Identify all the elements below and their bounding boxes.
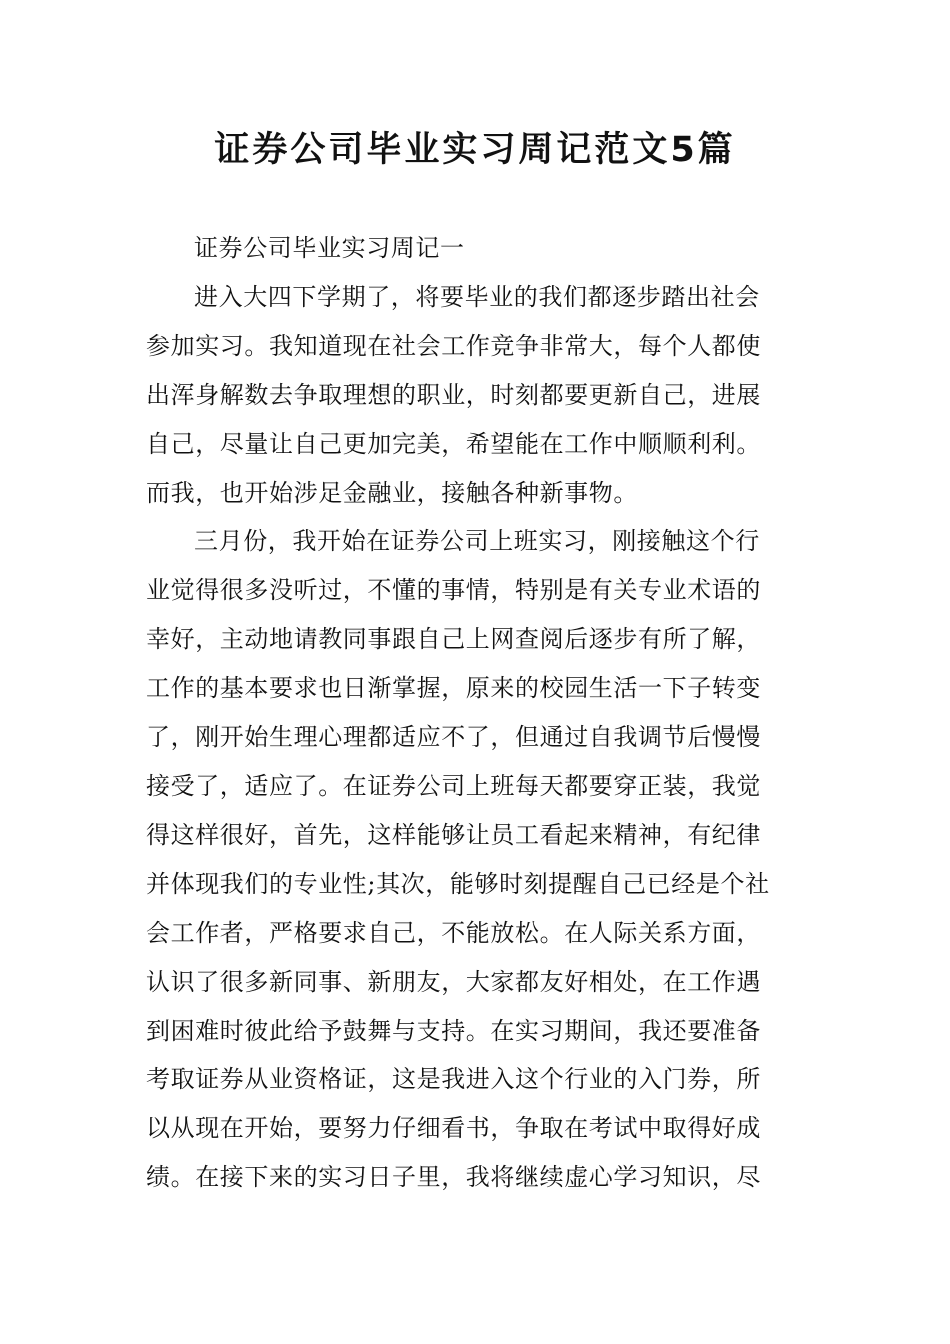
- document-body: [146, 224, 808, 1202]
- paragraph-line: 绩。在接下来的实习日子里，我将继续虚心学习知识，尽: [146, 1163, 761, 1192]
- paragraph-line: 接受了，适应了。在证券公司上班每天都要穿正装，我觉: [146, 771, 761, 800]
- paragraph-line: 了，刚开始生理心理都适应不了，但通过自我调节后慢慢: [146, 723, 761, 752]
- paragraph-line: 到困难时彼此给予鼓舞与支持。在实习期间，我还要准备: [146, 1016, 761, 1045]
- paragraph-line: 得这样很好，首先，这样能够让员工看起来精神，有纪律: [146, 820, 761, 849]
- paragraph-line: 会工作者，严格要求自己，不能放松。在人际关系方面，: [146, 918, 761, 947]
- paragraph-line: 三月份，我开始在证券公司上班实习，刚接触这个行: [194, 527, 760, 556]
- paragraph-line: 自己，尽量让自己更加完美，希望能在工作中顺顺利利。: [146, 429, 761, 458]
- section-heading: [146, 224, 808, 273]
- paragraph-line: 出浑身解数去争取理想的职业，时刻都要更新自己，进展: [146, 380, 761, 409]
- paragraph-line: 工作的基本要求也日渐掌握，原来的校园生活一下子转变: [146, 674, 761, 703]
- paragraph-line: 而我，也开始涉足金融业，接触各种新事物。: [146, 478, 638, 507]
- paragraph-line: 参加实习。我知道现在社会工作竞争非常大，每个人都使: [146, 331, 761, 360]
- paragraph-line: 进入大四下学期了，将要毕业的我们都逐步踏出社会: [194, 282, 760, 311]
- document-title: 证券公司毕业实习周记范文5篇: [214, 130, 736, 170]
- section-heading-text: 证券公司毕业实习周记一: [194, 234, 465, 262]
- paragraph-line: 业觉得很多没听过，不懂的事情，特别是有关专业术语的: [146, 576, 761, 605]
- paragraph-2: [146, 517, 808, 1202]
- paragraph-line: 以从现在开始，要努力仔细看书，争取在考试中取得好成: [146, 1114, 761, 1143]
- paragraph-line: 认识了很多新同事、新朋友，大家都友好相处，在工作遇: [146, 967, 761, 996]
- paragraph-line: 考取证券从业资格证，这是我进入这个行业的入门券，所: [146, 1065, 761, 1094]
- paragraph-1: [146, 273, 808, 518]
- paragraph-line: 幸好，主动地请教同事跟自己上网查阅后逐步有所了解，: [146, 625, 761, 654]
- paragraph-line: 并体现我们的专业性;其次，能够时刻提醒自己已经是个社: [146, 869, 770, 898]
